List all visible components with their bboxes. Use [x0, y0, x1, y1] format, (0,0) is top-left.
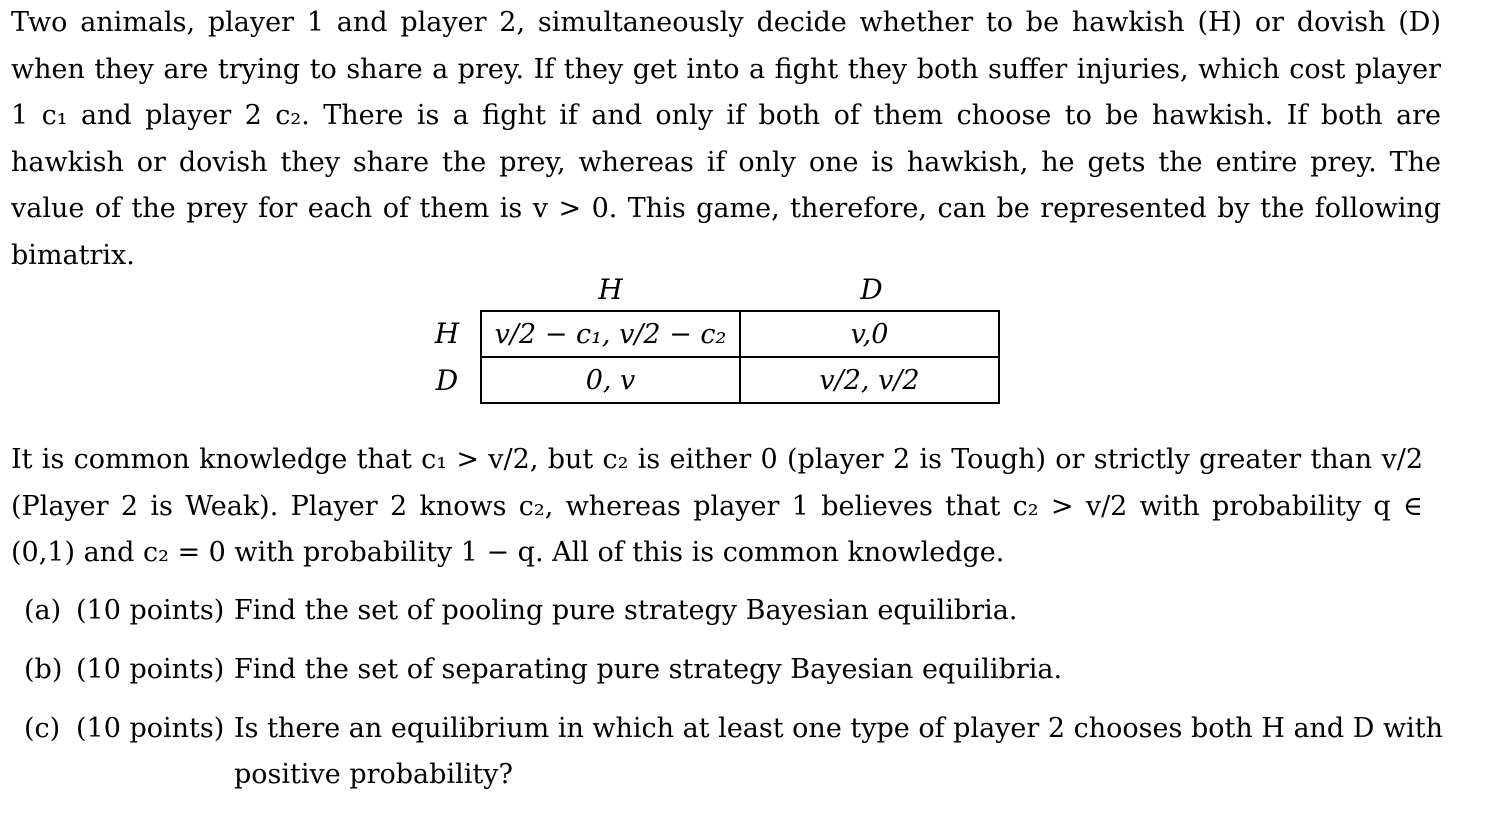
assumptions-paragraph: It is common knowledge that c₁ > v/2, but c₂ is either 0 (player 2 is Tough) or strictly greater than v/2 (Player 2 is Weak). Player 2 knows c₂, whereas player 1 believes that c₂ > v/2 with probability q ∈ (0,1) and c₂ = 0 with probability 1 − q. All of this is common knowledge. — [11, 444, 1423, 568]
question-text: Find the set of pooling pure strategy Bayesian equilibria. — [234, 595, 1018, 626]
payoff-cell-hh: v/2 − c₁, v/2 − c₂ — [481, 311, 740, 357]
row-header-d: D — [435, 364, 459, 397]
payoff-row-h — [481, 311, 999, 357]
col-header-h: H — [598, 273, 623, 306]
problem-document — [11, 0, 1441, 279]
question-label: (b) — [24, 654, 63, 685]
row-header-h: H — [434, 317, 460, 350]
intro-paragraph: Two animals, player 1 and player 2, simultaneously decide whether to be hawkish (H) or dovish (D) when they are trying to share a prey. If they get into a fight they both suffer injuries, which cost player 1 c₁ and player 2 c₂. There is a fight if and only if both of them choose to be hawkish. If both are hawkish or dovish they share the prey, whereas if only one is hawkish, he gets the entire prey. The value of the prey for each of them is v > 0. This game, therefore, can be represented by the following bimatrix. — [11, 7, 1441, 271]
question-item — [24, 706, 1444, 798]
question-label: (c) — [24, 713, 61, 744]
question-text: Find the set of separating pure strategy Bayesian equilibria. — [234, 654, 1063, 685]
question-points: (10 points) — [76, 654, 225, 685]
question-text: Is there an equilibrium in which at least one type of player 2 chooses both H and D with positive probability? — [234, 713, 1444, 790]
question-points: (10 points) — [76, 713, 225, 744]
col-header-d: D — [860, 273, 883, 306]
bimatrix — [0, 265, 1500, 415]
payoff-row-d — [481, 357, 999, 403]
payoff-table — [480, 310, 1000, 404]
payoff-cell-dh: 0, v — [481, 357, 740, 403]
question-list — [24, 588, 1444, 811]
question-item — [24, 647, 1444, 693]
question-label: (a) — [24, 595, 62, 626]
assumptions-block — [11, 437, 1423, 577]
payoff-cell-dd: v/2, v/2 — [740, 357, 999, 403]
question-item — [24, 588, 1444, 634]
payoff-cell-hd: v,0 — [740, 311, 999, 357]
question-points: (10 points) — [76, 595, 225, 626]
